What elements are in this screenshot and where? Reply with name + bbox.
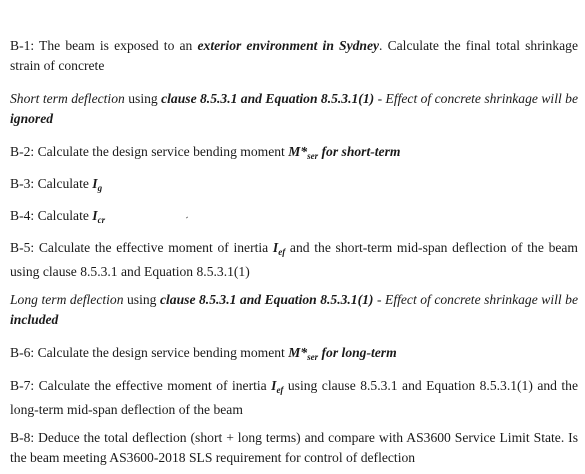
- text-segment: I: [92, 176, 98, 191]
- text-segment: using: [123, 292, 160, 307]
- paragraph-b7: [10, 376, 578, 420]
- text-segment: I: [271, 378, 277, 393]
- text-segment: . Calculate the final total shrinkage strain of concrete: [10, 38, 578, 73]
- paragraph-b2: [10, 142, 578, 166]
- text-segment: -: [373, 292, 386, 307]
- text-segment: for long-term: [318, 345, 397, 360]
- paragraph-b4: [10, 206, 578, 230]
- text-segment: ef: [278, 247, 286, 257]
- text-segment: B-6: Calculate the design service bending moment: [10, 345, 289, 360]
- text-segment: Short term deflection: [10, 91, 125, 106]
- text-segment: cr: [97, 215, 106, 225]
- text-segment: Effect of concrete shrinkage will be: [385, 91, 578, 106]
- text-segment: for short-term: [318, 144, 401, 159]
- text-segment: using clause 8.5.3.1 and Equation 8.5.3.1(1) and the long-term mid-span deflection of the beam: [10, 378, 579, 417]
- text-segment: ignored: [10, 111, 54, 126]
- text-segment: -: [374, 91, 386, 106]
- text-segment: B-4: Calculate: [10, 208, 93, 223]
- text-segment: ef: [276, 385, 284, 395]
- text-segment: ser: [307, 151, 319, 161]
- paragraph-short-term-heading: [10, 89, 578, 129]
- text-segment: I: [92, 208, 98, 223]
- text-segment: clause 8.5.3.1 and Equation 8.5.3.1(1): [160, 292, 374, 307]
- paragraph-long-term-heading: [10, 290, 578, 330]
- text-segment: using: [124, 91, 162, 106]
- text-segment: included: [10, 312, 59, 327]
- text-segment: B-7: Calculate the effective moment of inertia: [10, 378, 272, 393]
- text-segment: clause 8.5.3.1 and Equation 8.5.3.1(1): [161, 91, 375, 106]
- text-segment: B-5: Calculate the effective moment of inertia: [10, 240, 273, 255]
- text-segment: exterior environment in Sydney: [197, 38, 380, 53]
- text-segment: B-1: The beam is exposed to an: [10, 38, 198, 53]
- text-segment: g: [97, 183, 103, 193]
- text-segment: ser: [307, 352, 319, 362]
- text-segment: and the short-term mid-span deflection of the beam using clause 8.5.3.1 and Equation 8.5.3.1(1): [10, 240, 579, 279]
- text-segment: M*: [288, 144, 308, 159]
- text-segment: B-3: Calculate: [10, 176, 93, 191]
- paragraph-b3: [10, 174, 578, 198]
- text-segment: B-8: Deduce the total deflection (short + long terms) and compare with AS3600 Service Limit State. Is the beam meeting AS3600-2018 SLS requirement for control of deflection: [10, 430, 578, 465]
- text-segment: M*: [288, 345, 308, 360]
- paragraph-b8: [10, 428, 578, 468]
- paragraph-b6: [10, 343, 578, 367]
- text-segment: I: [272, 240, 279, 255]
- text-segment: Long term deflection: [10, 292, 124, 307]
- text-segment: Effect of concrete shrinkage will be: [385, 292, 578, 307]
- text-segment: B-2: Calculate the design service bending moment: [10, 144, 289, 159]
- paragraph-b5: [10, 238, 578, 282]
- paragraph-b1: [10, 36, 578, 76]
